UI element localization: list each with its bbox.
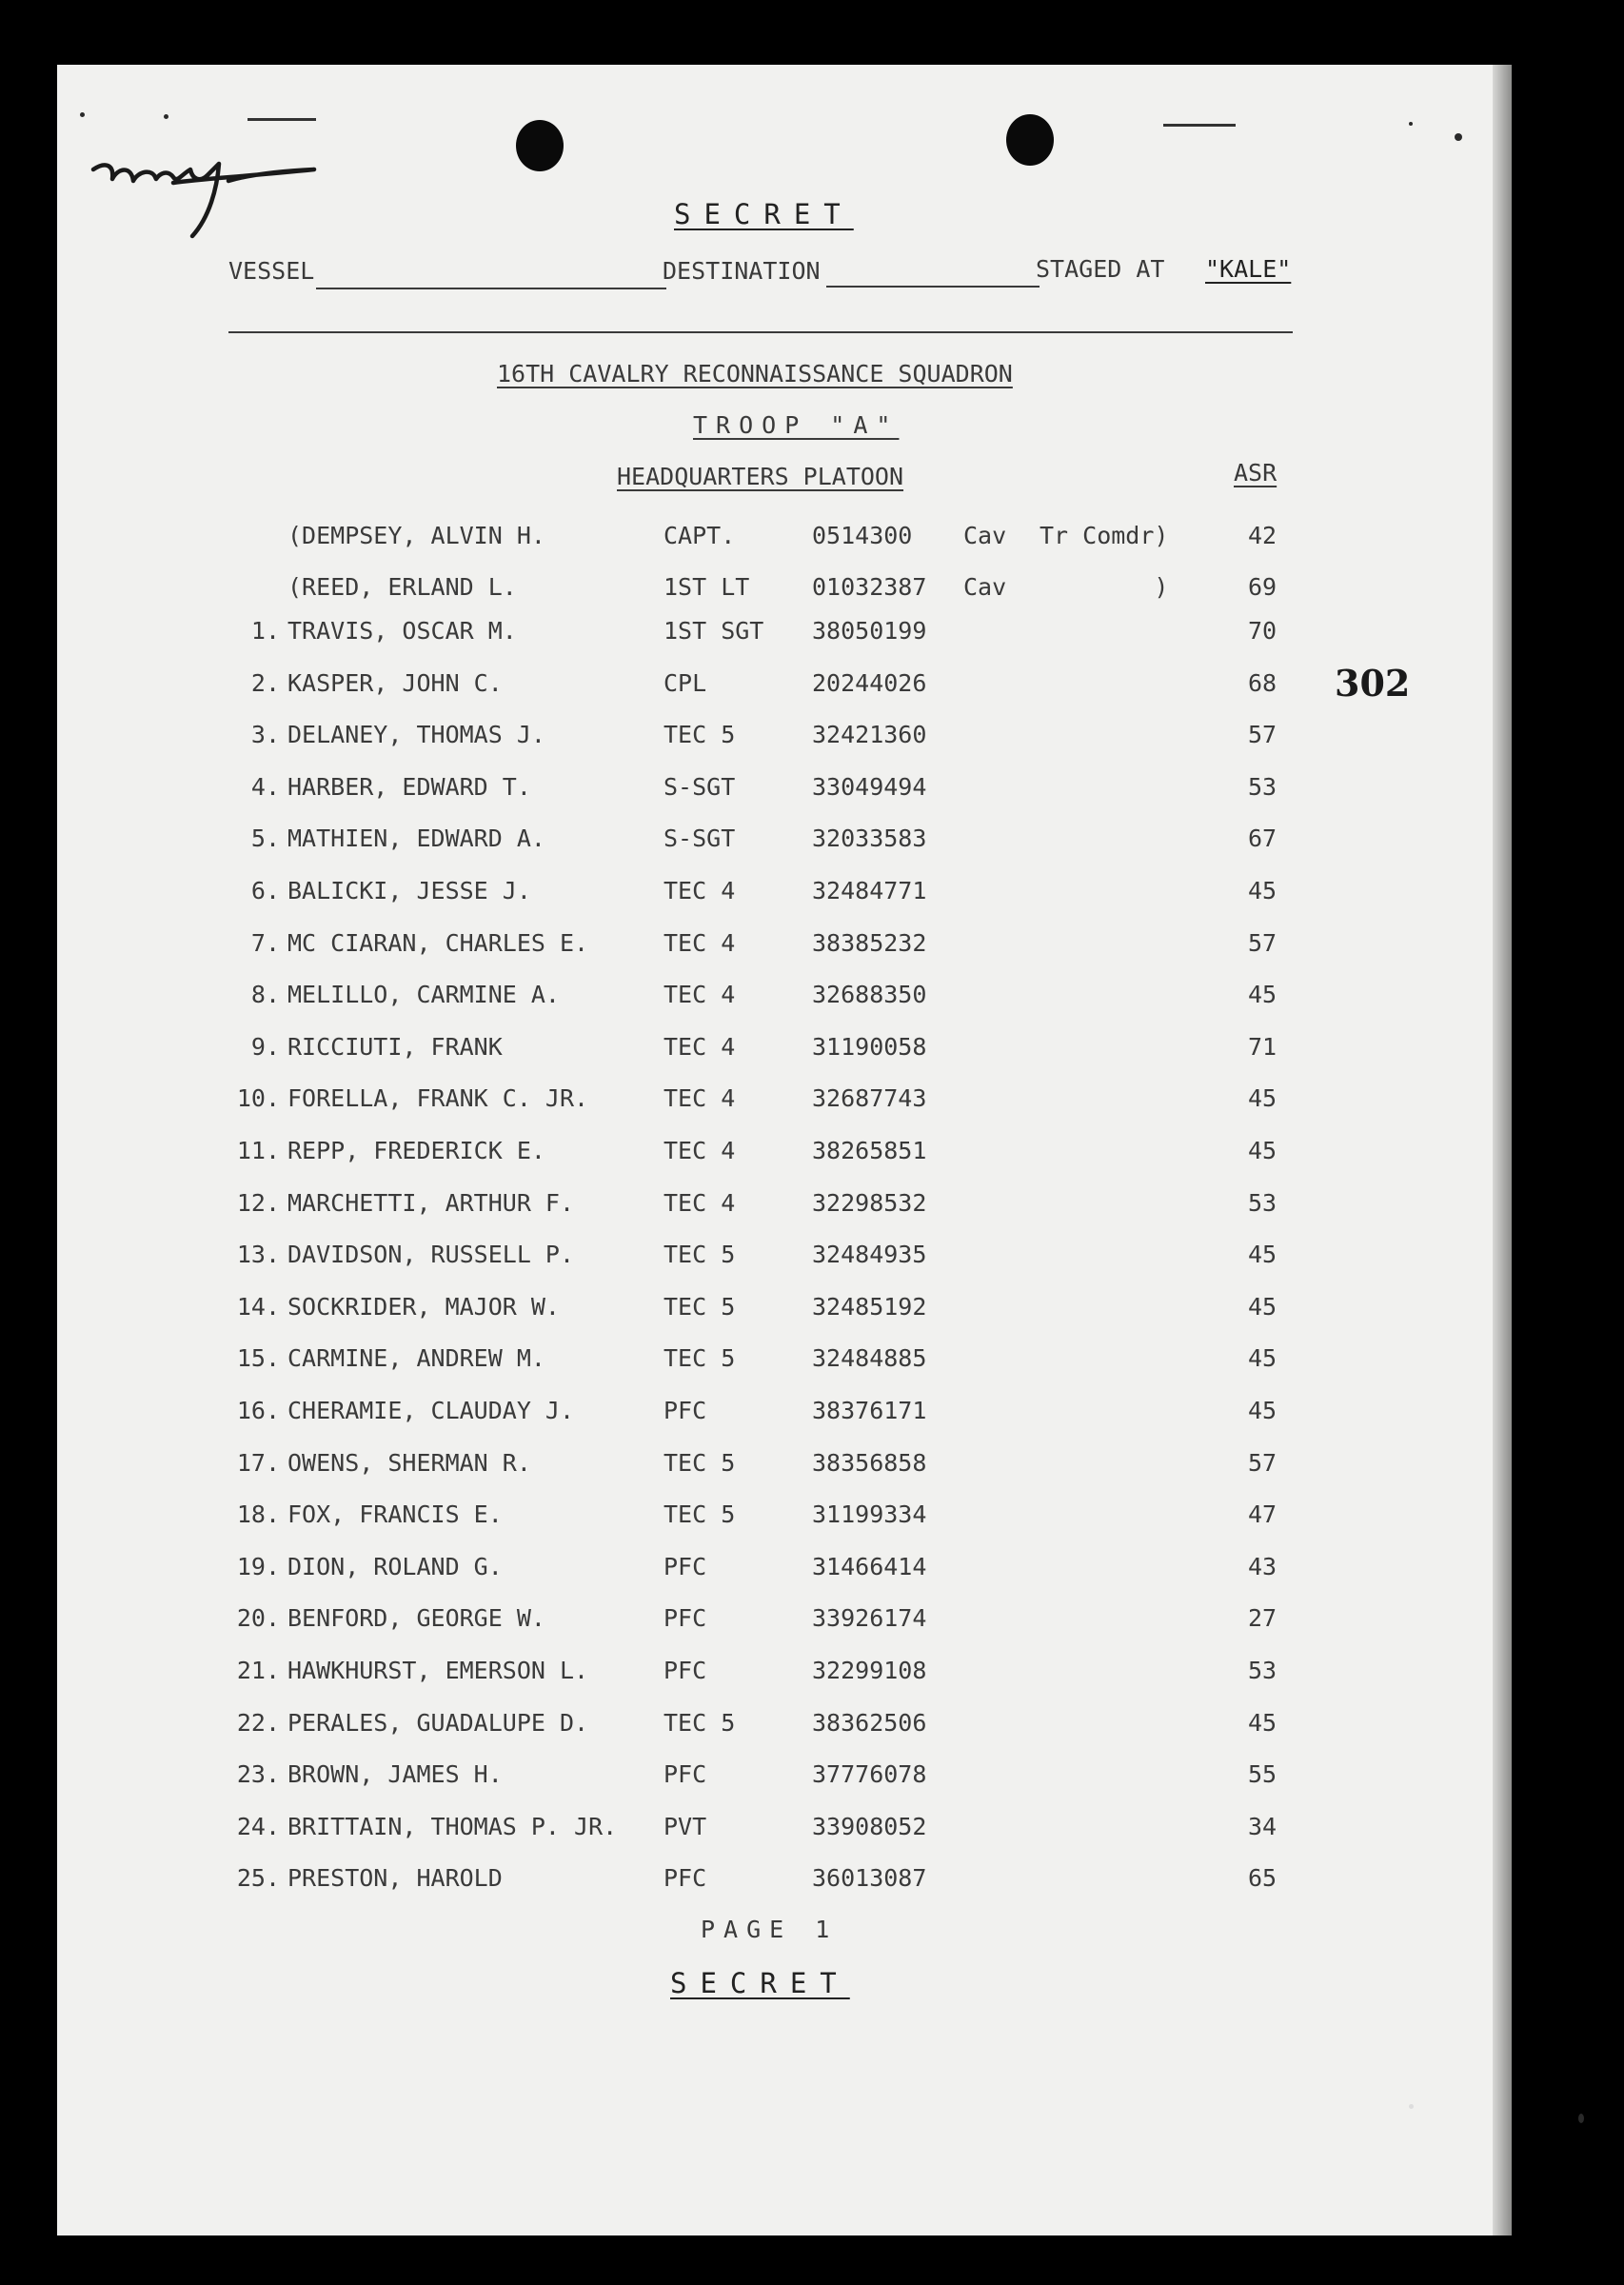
- rank: TEC 5: [663, 1448, 736, 1477]
- serial-number: 31190058: [812, 1032, 927, 1061]
- soldier-name: FOX, FRANCIS E.: [287, 1500, 503, 1529]
- row-number: 25.: [236, 1864, 280, 1893]
- row-number: 2.: [250, 668, 280, 697]
- serial-number: 32688350: [812, 981, 927, 1009]
- serial-number: 32484935: [812, 1241, 927, 1269]
- table-row: [57, 1500, 1512, 1539]
- asr-score: 68: [1247, 668, 1277, 697]
- soldier-name: (REED, ERLAND L.: [287, 573, 517, 601]
- serial-number: 20244026: [812, 668, 927, 697]
- asr-score: 45: [1247, 1241, 1277, 1269]
- serial-number: 32033583: [812, 825, 927, 853]
- table-row: [57, 877, 1512, 915]
- asr-score: 57: [1247, 928, 1277, 957]
- rank: TEC 4: [663, 1084, 736, 1113]
- archive-page-number: 302: [1335, 662, 1411, 705]
- row-number: 21.: [236, 1657, 280, 1684]
- asr-score: 34: [1247, 1812, 1277, 1840]
- serial-number: 37776078: [812, 1760, 927, 1789]
- serial-number: 32484771: [812, 877, 927, 904]
- top-mark-left: [248, 118, 316, 121]
- duty: Tr Comdr): [1040, 522, 1169, 549]
- row-number: 10.: [236, 1084, 280, 1113]
- asr-score: 53: [1247, 1657, 1277, 1684]
- asr-score: 53: [1247, 1188, 1277, 1217]
- rank: PFC: [663, 1657, 707, 1684]
- classification-top: SECRET: [674, 198, 854, 230]
- row-number: 22.: [236, 1708, 280, 1737]
- troop-heading: TROOP "A": [693, 411, 900, 439]
- soldier-name: REPP, FREDERICK E.: [287, 1137, 545, 1164]
- table-row: [57, 1657, 1512, 1695]
- table-row: [57, 1397, 1512, 1435]
- rank: PFC: [663, 1760, 707, 1789]
- vessel-label: VESSEL: [228, 257, 315, 285]
- rank: 1ST LT: [663, 573, 750, 601]
- table-row: [57, 1189, 1512, 1227]
- speck: [164, 114, 168, 119]
- handwritten-navy-note: [86, 141, 371, 265]
- asr-score: 65: [1247, 1864, 1277, 1893]
- staged-at-label: STAGED AT: [1036, 255, 1165, 283]
- serial-number: 32687743: [812, 1084, 927, 1113]
- branch: Cav: [963, 573, 1007, 601]
- rank: TEC 4: [663, 1188, 736, 1217]
- row-number: 19.: [236, 1552, 280, 1580]
- asr-score: 43: [1247, 1552, 1277, 1580]
- serial-number: 31199334: [812, 1500, 927, 1529]
- row-number: 20.: [236, 1604, 280, 1633]
- asr-column-header: ASR: [1234, 459, 1277, 487]
- serial-number: 36013087: [812, 1864, 927, 1893]
- table-row: [57, 1604, 1512, 1642]
- speck: [1409, 122, 1413, 126]
- table-row: [57, 1137, 1512, 1175]
- destination-label: DESTINATION: [663, 257, 821, 285]
- table-row: [57, 825, 1512, 863]
- rank: TEC 5: [663, 1241, 736, 1269]
- table-row: [57, 1813, 1512, 1851]
- soldier-name: CHERAMIE, CLAUDAY J.: [287, 1397, 575, 1424]
- soldier-name: DAVIDSON, RUSSELL P.: [287, 1241, 575, 1269]
- asr-score: 42: [1247, 522, 1277, 549]
- rank: TEC 5: [663, 721, 736, 749]
- rank: TEC 4: [663, 1032, 736, 1061]
- serial-number: 32485192: [812, 1292, 927, 1321]
- rank: TEC 5: [663, 1344, 736, 1373]
- soldier-name: SOCKRIDER, MAJOR W.: [287, 1292, 560, 1321]
- speck: [80, 112, 85, 117]
- soldier-name: BRITTAIN, THOMAS P. JR.: [287, 1812, 618, 1840]
- header-rule: [228, 331, 1293, 333]
- row-number: 13.: [236, 1241, 280, 1269]
- soldier-name: MC CIARAN, CHARLES E.: [287, 928, 589, 957]
- destination-field: [826, 286, 1040, 288]
- asr-score: 45: [1247, 1292, 1277, 1321]
- soldier-name: FORELLA, FRANK C. JR.: [287, 1084, 589, 1113]
- row-number: 4.: [250, 772, 280, 801]
- table-row: [57, 1241, 1512, 1279]
- rank: 1ST SGT: [663, 617, 764, 645]
- asr-score: 27: [1247, 1604, 1277, 1633]
- asr-score: 45: [1247, 1137, 1277, 1164]
- row-number: 5.: [250, 825, 280, 853]
- row-number: 7.: [250, 928, 280, 957]
- vessel-field: [316, 288, 666, 289]
- rank: TEC 5: [663, 1708, 736, 1737]
- soldier-name: MARCHETTI, ARTHUR F.: [287, 1188, 575, 1217]
- asr-score: 57: [1247, 1448, 1277, 1477]
- rank: TEC 4: [663, 928, 736, 957]
- top-mark-right: [1163, 124, 1236, 127]
- rank: PFC: [663, 1552, 707, 1580]
- row-number: 6.: [250, 877, 280, 904]
- serial-number: 33049494: [812, 772, 927, 801]
- row-number: 12.: [236, 1188, 280, 1217]
- serial-number: 31466414: [812, 1552, 927, 1580]
- table-row: [57, 669, 1512, 707]
- table-row: [57, 773, 1512, 811]
- soldier-name: PRESTON, HAROLD: [287, 1864, 503, 1893]
- platoon-heading: HEADQUARTERS PLATOON: [617, 463, 904, 490]
- soldier-name: DION, ROLAND G.: [287, 1552, 503, 1580]
- soldier-name: BALICKI, JESSE J.: [287, 877, 531, 904]
- asr-score: 47: [1247, 1500, 1277, 1529]
- soldier-name: MELILLO, CARMINE A.: [287, 981, 560, 1009]
- asr-score: 57: [1247, 721, 1277, 749]
- rank: TEC 4: [663, 1137, 736, 1164]
- soldier-name: CARMINE, ANDREW M.: [287, 1344, 545, 1373]
- rank: S-SGT: [663, 825, 736, 853]
- row-number: 18.: [236, 1500, 280, 1529]
- rank: S-SGT: [663, 772, 736, 801]
- asr-score: 45: [1247, 1708, 1277, 1737]
- row-number: 17.: [236, 1448, 280, 1477]
- serial-number: 38385232: [812, 928, 927, 957]
- rank: CAPT.: [663, 522, 736, 549]
- asr-score: 53: [1247, 772, 1277, 801]
- rank: PFC: [663, 1604, 707, 1633]
- soldier-name: PERALES, GUADALUPE D.: [287, 1708, 589, 1737]
- page-edge-shadow: [1493, 65, 1512, 2235]
- rank: TEC 4: [663, 877, 736, 904]
- soldier-name: OWENS, SHERMAN R.: [287, 1448, 531, 1477]
- soldier-name: DELANEY, THOMAS J.: [287, 721, 545, 749]
- speck: [1455, 133, 1462, 141]
- soldier-name: HARBER, EDWARD T.: [287, 772, 531, 801]
- table-row: [57, 981, 1512, 1019]
- table-row: [57, 1709, 1512, 1747]
- row-number: 8.: [250, 981, 280, 1009]
- speck: [1409, 2104, 1414, 2109]
- rank: PFC: [663, 1397, 707, 1424]
- soldier-name: BROWN, JAMES H.: [287, 1760, 503, 1789]
- rank: CPL: [663, 668, 707, 697]
- table-row: [57, 1449, 1512, 1487]
- asr-score: 67: [1247, 825, 1277, 853]
- punch-hole-right: [1006, 114, 1054, 166]
- soldier-name: RICCIUTI, FRANK: [287, 1032, 503, 1061]
- soldier-name: TRAVIS, OSCAR M.: [287, 617, 517, 645]
- serial-number: 32299108: [812, 1657, 927, 1684]
- serial-number: 38050199: [812, 617, 927, 645]
- row-number: 11.: [236, 1137, 280, 1164]
- classification-bottom: SECRET: [670, 1967, 850, 1999]
- table-row: [57, 929, 1512, 967]
- row-number: 14.: [236, 1292, 280, 1321]
- serial-number: 38376171: [812, 1397, 927, 1424]
- serial-number: 38265851: [812, 1137, 927, 1164]
- soldier-name: HAWKHURST, EMERSON L.: [287, 1657, 589, 1684]
- unit-heading: 16TH CAVALRY RECONNAISSANCE SQUADRON: [497, 360, 1013, 387]
- table-row: [57, 1084, 1512, 1123]
- row-number: 9.: [250, 1032, 280, 1061]
- officer-row: [57, 522, 1512, 560]
- asr-score: 71: [1247, 1032, 1277, 1061]
- serial-number: 38362506: [812, 1708, 927, 1737]
- table-row: [57, 1864, 1512, 1902]
- serial-number: 33926174: [812, 1604, 927, 1633]
- punch-hole-left: [516, 120, 564, 171]
- rank: TEC 5: [663, 1292, 736, 1321]
- row-number: 24.: [236, 1812, 280, 1840]
- soldier-name: BENFORD, GEORGE W.: [287, 1604, 545, 1633]
- serial-number: 38356858: [812, 1448, 927, 1477]
- serial-number: 32421360: [812, 721, 927, 749]
- asr-score: 45: [1247, 1344, 1277, 1373]
- rank: TEC 4: [663, 981, 736, 1009]
- serial-number: 33908052: [812, 1812, 927, 1840]
- table-row: [57, 1344, 1512, 1382]
- branch: Cav: [963, 522, 1007, 549]
- serial-number: 32298532: [812, 1188, 927, 1217]
- rank: TEC 5: [663, 1500, 736, 1529]
- table-row: [57, 1293, 1512, 1331]
- serial-number: 0514300: [812, 522, 913, 549]
- rank: PFC: [663, 1864, 707, 1893]
- soldier-name: MATHIEN, EDWARD A.: [287, 825, 545, 853]
- table-row: [57, 1760, 1512, 1798]
- speck: [1578, 2114, 1584, 2123]
- duty: ): [1040, 573, 1169, 601]
- rank: PVT: [663, 1812, 707, 1840]
- row-number: 23.: [236, 1760, 280, 1789]
- page-label: PAGE 1: [701, 1916, 839, 1943]
- document-page: [57, 65, 1512, 2235]
- soldier-name: KASPER, JOHN C.: [287, 668, 503, 697]
- staged-at-value: "KALE": [1205, 255, 1292, 283]
- soldier-name: (DEMPSEY, ALVIN H.: [287, 522, 545, 549]
- asr-score: 45: [1247, 1084, 1277, 1113]
- row-number: 3.: [250, 721, 280, 749]
- asr-score: 45: [1247, 1397, 1277, 1424]
- table-row: [57, 721, 1512, 759]
- table-row: [57, 1553, 1512, 1591]
- row-number: 1.: [250, 617, 280, 645]
- asr-score: 45: [1247, 877, 1277, 904]
- row-number: 16.: [236, 1397, 280, 1424]
- asr-score: 45: [1247, 981, 1277, 1009]
- serial-number: 32484885: [812, 1344, 927, 1373]
- table-row: [57, 617, 1512, 655]
- row-number: 15.: [236, 1344, 280, 1373]
- asr-score: 70: [1247, 617, 1277, 645]
- asr-score: 69: [1247, 573, 1277, 601]
- asr-score: 55: [1247, 1760, 1277, 1789]
- officer-row: [57, 573, 1512, 611]
- table-row: [57, 1033, 1512, 1071]
- serial-number: 01032387: [812, 573, 927, 601]
